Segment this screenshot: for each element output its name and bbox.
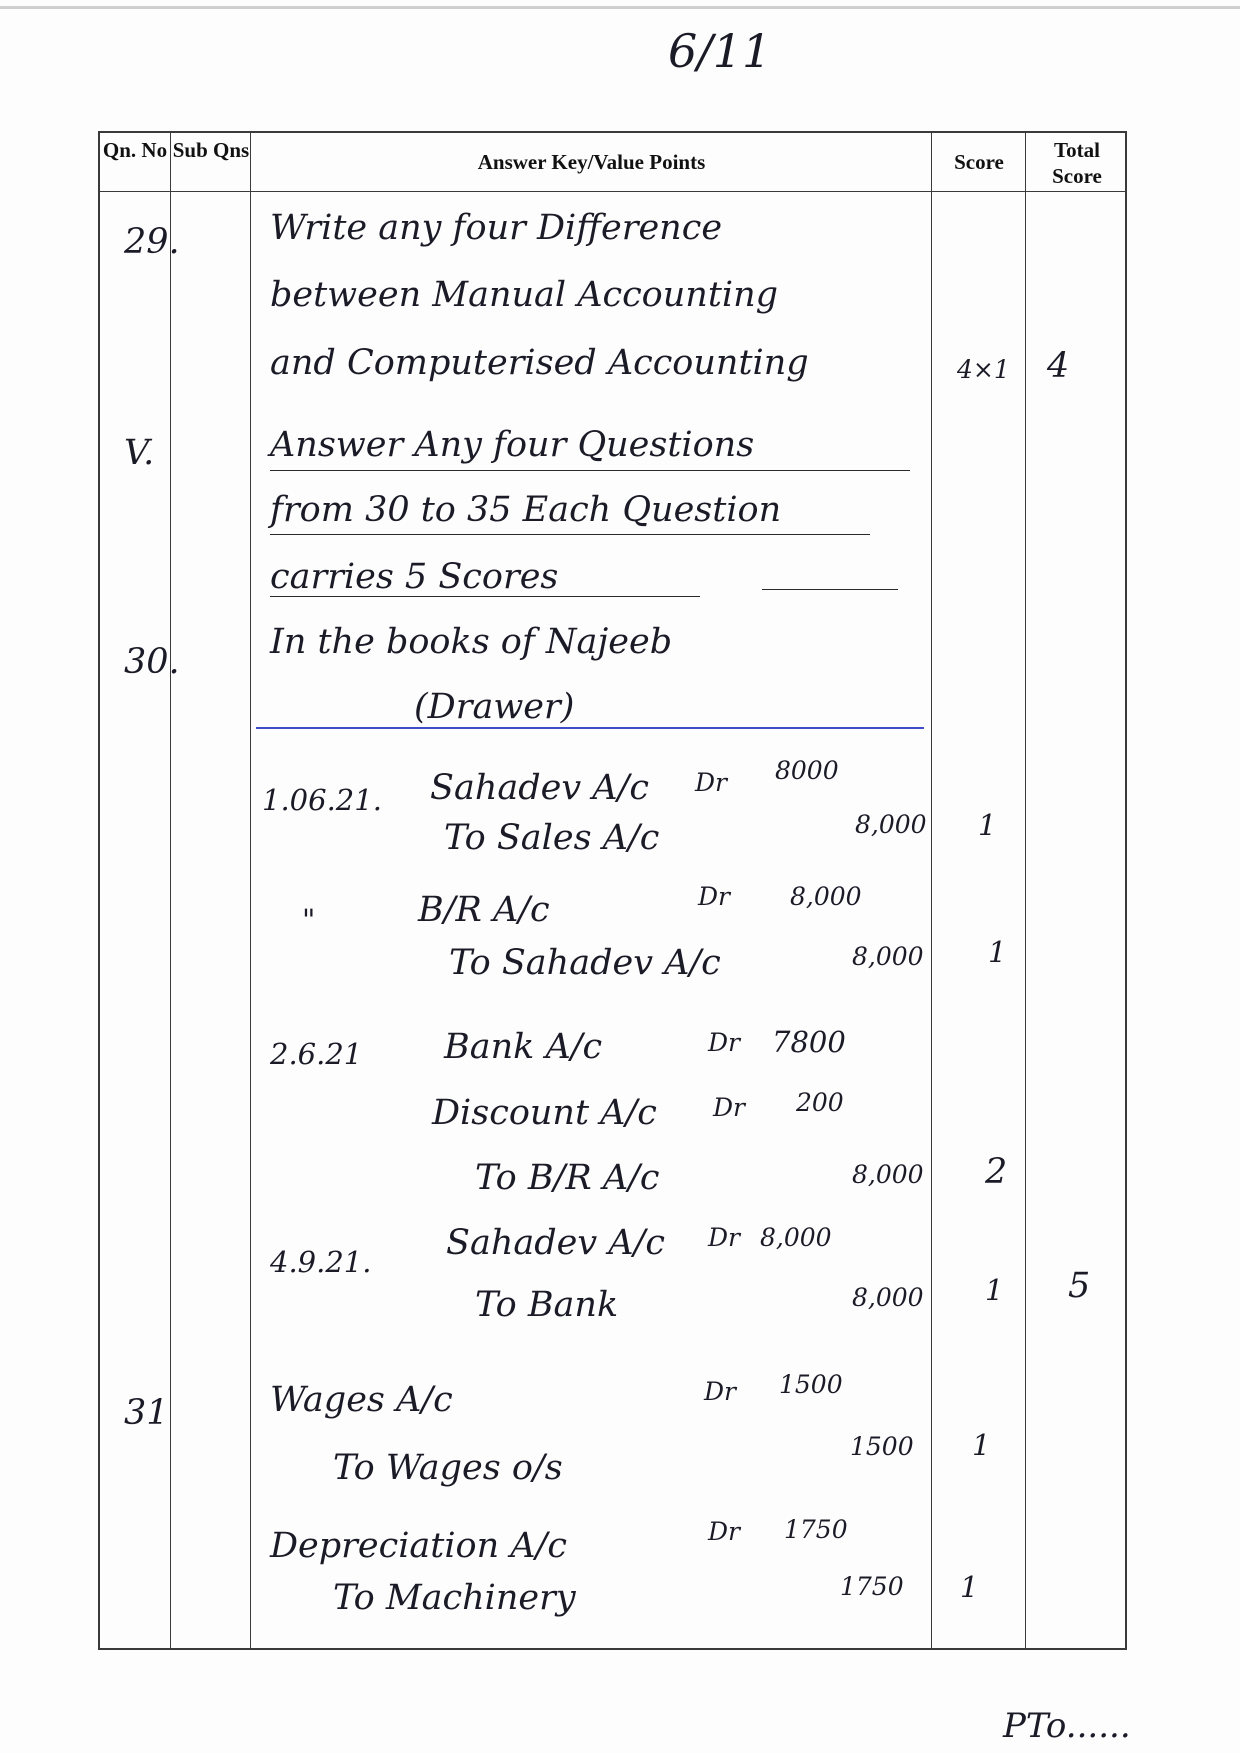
debit-account: Wages A/c <box>270 1380 453 1420</box>
credit-account: To B/R A/c <box>475 1158 660 1198</box>
question-number-30: 30. <box>124 642 180 682</box>
debit-account: B/R A/c <box>418 890 550 930</box>
answer-line: between Manual Accounting <box>270 275 779 315</box>
credit-amount: 8,000 <box>855 810 927 839</box>
credit-amount: 1500 <box>850 1432 914 1461</box>
column-divider <box>250 133 251 1648</box>
column-divider <box>931 133 932 1648</box>
separator-line <box>256 727 924 729</box>
score-value: 4×1 <box>957 355 1010 384</box>
underline <box>270 534 870 535</box>
underline <box>762 589 898 590</box>
credit-account: To Sahadev A/c <box>449 943 721 983</box>
debit-mark: Dr <box>704 1377 736 1406</box>
debit-amount: 1750 <box>784 1515 848 1544</box>
score-value: 1 <box>960 1570 979 1604</box>
entry-date: 1.06.21. <box>262 783 382 817</box>
credit-amount: 8,000 <box>852 1160 924 1189</box>
debit-mark: Dr <box>708 1223 740 1252</box>
answer-line: (Drawer) <box>414 687 575 727</box>
answer-line: from 30 to 35 Each Question <box>270 490 782 530</box>
debit-amount: 8,000 <box>790 882 862 911</box>
debit-mark: Dr <box>698 882 730 911</box>
score-value: 1 <box>985 1273 1004 1307</box>
debit-amount: 1500 <box>779 1370 843 1399</box>
column-divider <box>170 133 171 1648</box>
debit-account: Depreciation A/c <box>270 1526 567 1566</box>
score-value: 1 <box>972 1428 991 1462</box>
entry-date: 2.6.21 <box>270 1037 363 1071</box>
debit-account: Bank A/c <box>444 1027 603 1067</box>
debit-mark: Dr <box>695 768 727 797</box>
debit-mark: Dr <box>708 1028 740 1057</box>
score-value: 1 <box>978 808 997 842</box>
score-value: 2 <box>985 1152 1008 1192</box>
credit-amount: 1750 <box>840 1572 904 1601</box>
entry-date: " <box>302 903 316 937</box>
entry-date: 4.9.21. <box>270 1245 372 1279</box>
credit-account: To Machinery <box>333 1578 576 1618</box>
header-qn-no: Qn. No <box>102 138 168 162</box>
header-answer-key: Answer Key/Value Points <box>477 150 706 174</box>
header-score: Score <box>954 150 1004 174</box>
column-divider <box>1025 133 1026 1648</box>
total-score-value: 4 <box>1047 346 1070 386</box>
debit-account: Sahadev A/c <box>430 768 649 808</box>
debit-mark: Dr <box>708 1517 740 1546</box>
debit-amount: 7800 <box>772 1025 846 1059</box>
debit-mark: Dr <box>713 1093 745 1122</box>
header-sub-qns: Sub Qns <box>172 138 250 162</box>
total-score-value: 5 <box>1068 1266 1091 1306</box>
debit-account: Discount A/c <box>432 1093 657 1133</box>
credit-account: To Bank <box>475 1285 619 1325</box>
answer-line: In the books of Najeeb <box>270 622 673 662</box>
underline <box>270 470 910 471</box>
header-total-score: Total Score <box>1052 138 1102 188</box>
debit-amount: 8,000 <box>760 1223 832 1252</box>
debit-account: Sahadev A/c <box>446 1223 665 1263</box>
credit-amount: 8,000 <box>852 1283 924 1312</box>
score-value: 1 <box>988 935 1007 969</box>
question-number-31: 31 <box>124 1393 169 1433</box>
credit-amount: 8,000 <box>852 942 924 971</box>
debit-amount: 200 <box>796 1088 844 1117</box>
answer-line: Write any four Difference <box>270 208 723 248</box>
underline <box>270 596 700 597</box>
header-divider <box>100 191 1125 192</box>
page-number: 6/11 <box>668 24 772 78</box>
debit-amount: 8000 <box>775 756 839 785</box>
scan-edge <box>0 6 1240 9</box>
question-number-29: 29. <box>124 222 180 262</box>
credit-account: To Sales A/c <box>444 818 660 858</box>
answer-line: carries 5 Scores <box>270 557 559 597</box>
section-number: V. <box>124 433 155 473</box>
credit-account: To Wages o/s <box>333 1448 563 1488</box>
page-turn-note: PTo...... <box>1003 1706 1131 1746</box>
answer-line: and Computerised Accounting <box>270 343 809 383</box>
answer-line: Answer Any four Questions <box>270 425 755 465</box>
